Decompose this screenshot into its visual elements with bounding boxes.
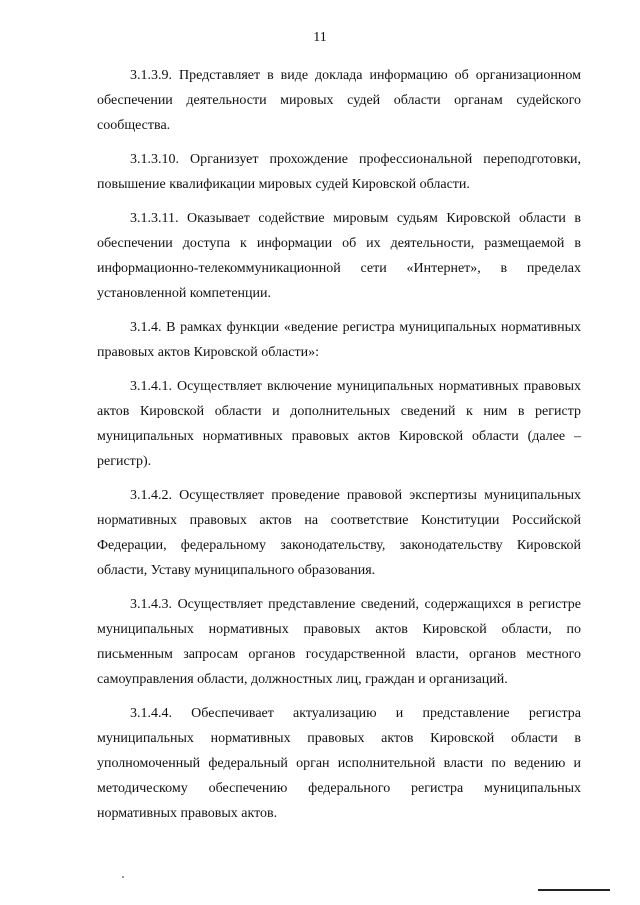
paragraph-3-1-3-11: 3.1.3.11. Оказывает содействие мировым судьям Кировской области в обеспечении доступа к информации об их деятельности, размещаемой в информационно-телекоммуникационной сети «Интернет», в пределах установленной компетенции. [97,211,581,301]
paragraph-3-1-3-10: 3.1.3.10. Организует прохождение профессиональной переподготовки, повышение квалификации мировых судей Кировской области. [97,152,581,192]
paragraph-3-1-4-1: 3.1.4.1. Осуществляет включение муниципальных нормативных правовых актов Кировской области и дополнительных сведений к ним в регистр муниципальных нормативных правовых актов Кировской области (далее – регистр). [97,379,581,469]
page-number: 11 [313,30,327,45]
paragraph-3-1-4: 3.1.4. В рамках функции «ведение регистра муниципальных нормативных правовых актов Кировской области»: [97,320,581,360]
paragraph-3-1-4-3: 3.1.4.3. Осуществляет представление сведений, содержащихся в регистре муниципальных нормативных правовых актов Кировской области, по письменным запросам органов государственной власти, органов местного самоуправления области, должностных лиц, граждан и организаций. [97,597,581,687]
document-body [97,63,581,826]
scan-speck [122,876,124,878]
paragraph-3-1-3-9: 3.1.3.9. Представляет в виде доклада информацию об организационном обеспечении деятельности мировых судей области органам судейского сообщества. [97,68,581,133]
paragraph-3-1-4-4: 3.1.4.4. Обеспечивает актуализацию и представление регистра муниципальных нормативных правовых актов Кировской области в уполномоченный федеральный орган исполнительной власти по ведению и методическому обеспечению федерального регистра муниципальных нормативных правовых актов. [97,706,581,821]
paragraph-3-1-4-2: 3.1.4.2. Осуществляет проведение правовой экспертизы муниципальных нормативных правовых актов на соответствие Конституции Российской Федерации, федеральному законодательству, законодательству Кировской области, Уставу муниципального образования. [97,488,581,578]
footer-rule [538,889,610,891]
